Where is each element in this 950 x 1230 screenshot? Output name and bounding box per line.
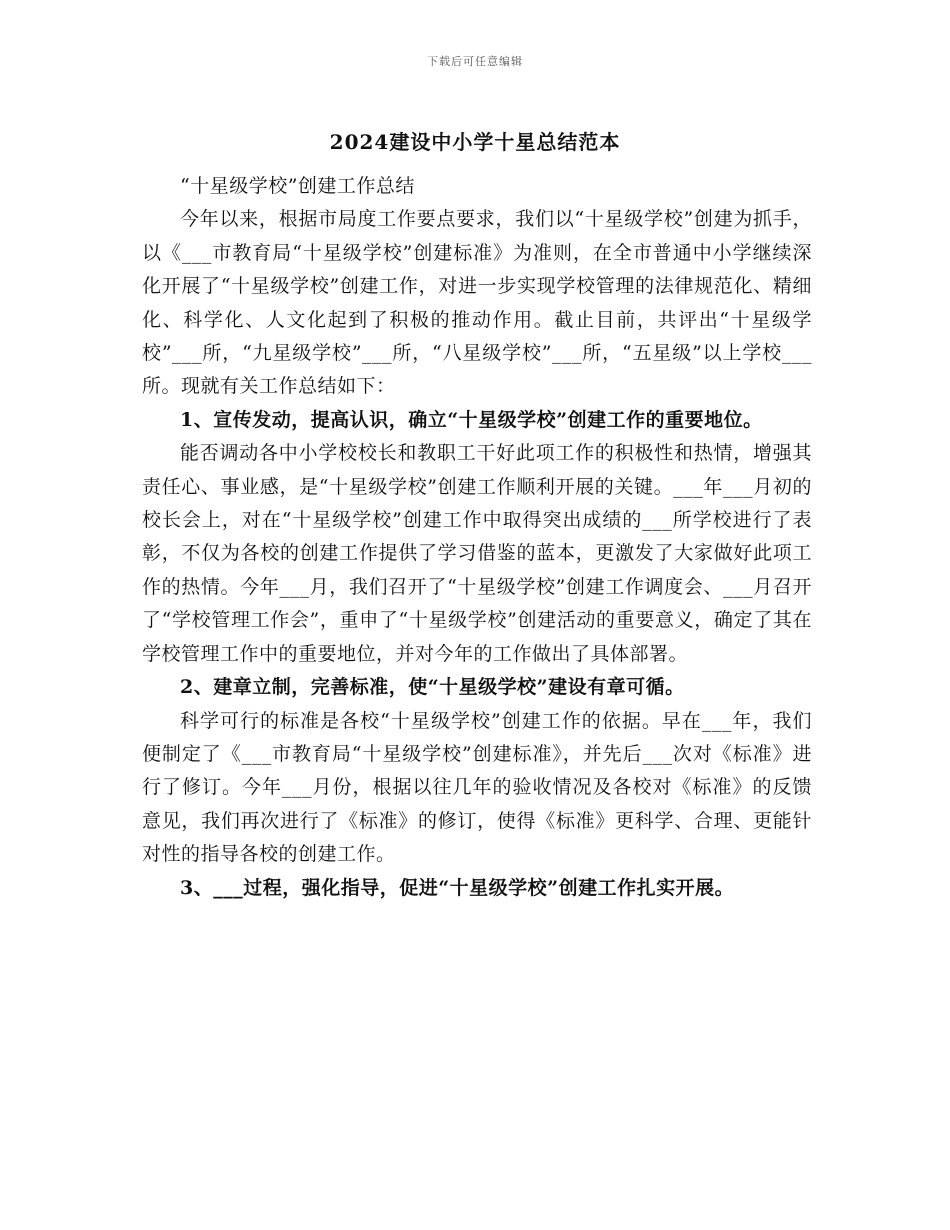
document-title: 2024建设中小学十星总结范本	[329, 130, 621, 154]
document-subtitle: “十星级学校”创建工作总结	[180, 175, 415, 197]
paragraph-section-1: 能否调动各中小学校校长和教职工干好此项工作的积极性和热情，增强其责任心、事业感，是“十星级学校”创建工作顺利开展的关键。___年___月初的校长会上，对在“十星级学校”创建工作中取得突出成绩的___所学校进行了表彰，不仅为各校的创建工作提供了学习借鉴的蓝本，更激发了大家做好此项工作的热情。今年___月，我们召开了“十星级学校”创建工作调度会、___月召开了“学校管理工作会”，重申了“十星级学校”创建活动的重要意义，确定了其在学校管理工作中的重要地位，并对今年的工作做出了具体部署。	[142, 442, 812, 665]
document-body	[142, 170, 812, 905]
paragraph-intro: 今年以来，根据市局度工作要点要求，我们以“十星级学校”创建为抓手，以《___市教育局“十星级学校”创建标准》为准则，在全市普通中小学继续深化开展了“十星级学校”创建工作，对进一步实现学校管理的法律规范化、精细化、科学化、人文化起到了积极的推动作用。截止目前，共评出“十星级学校”___所，“九星级学校”___所，“八星级学校”___所，“五星级”以上学校___所。现就有关工作总结如下：	[142, 208, 812, 398]
section-heading-3: 3、___过程，强化指导，促进“十星级学校”创建工作扎实开展。	[180, 876, 735, 899]
section-heading-2: 2、建章立制，完善标准，使“十星级学校”建设有章可循。	[180, 676, 685, 699]
page-header-note: 下载后可任意编辑	[427, 55, 523, 68]
paragraph-section-2: 科学可行的标准是各校“十星级学校”创建工作的依据。早在___年，我们便制定了《___市教育局“十星级学校”创建标准》，并先后___次对《标准》进行了修订。今年___月份，根据以往几年的验收情况及各校对《标准》的反馈意见，我们再次进行了《标准》的修订，使得《标准》更科学、合理、更能针对性的指导各校的创建工作。	[142, 709, 812, 866]
section-heading-1: 1、宣传发动，提高认识，确立“十星级学校”创建工作的重要地位。	[180, 408, 763, 431]
